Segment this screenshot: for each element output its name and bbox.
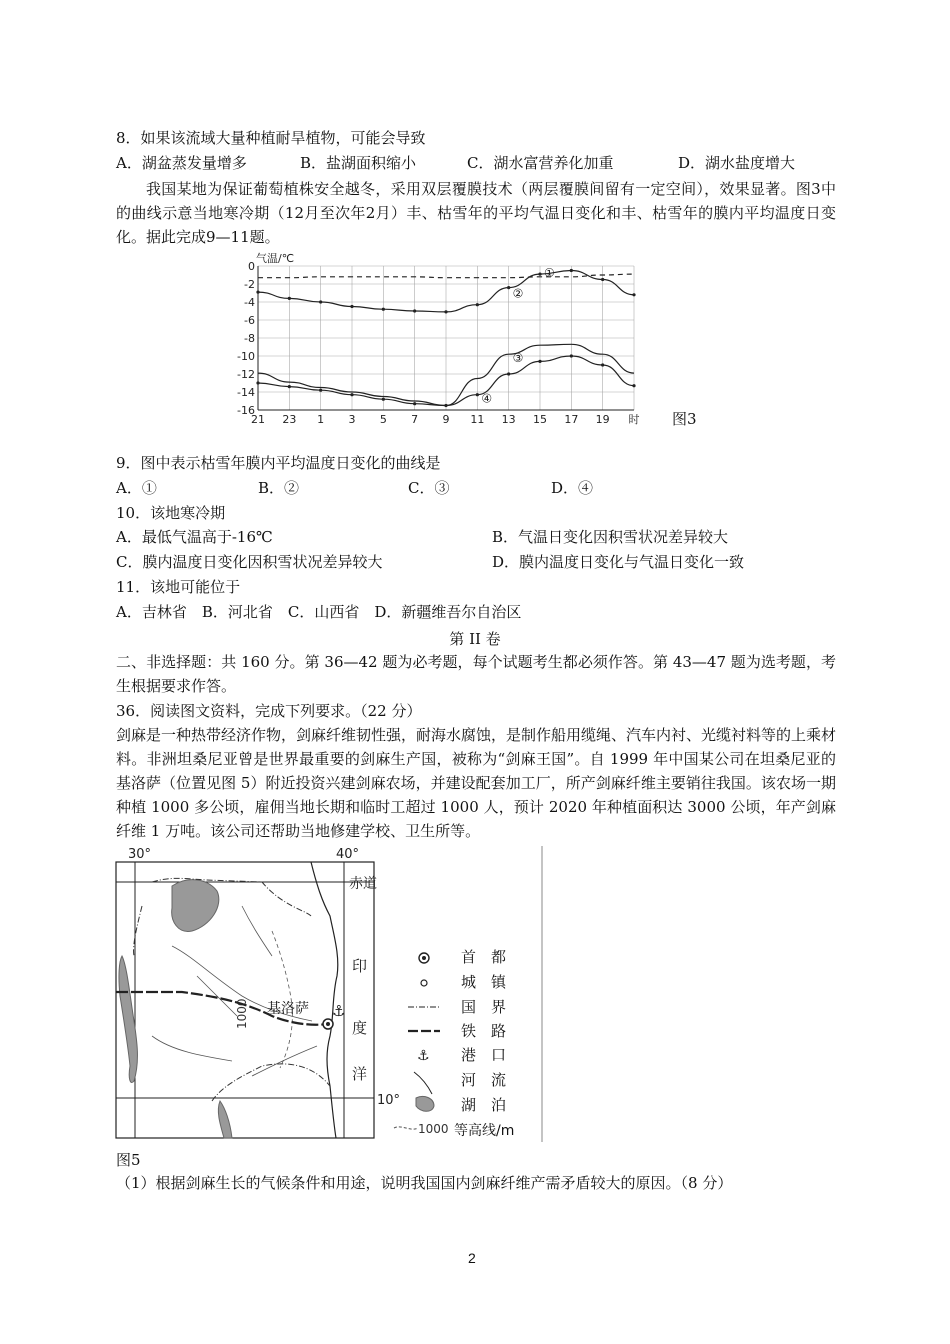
- port-icon: ⚓: [332, 1002, 346, 1020]
- series-point: [632, 293, 635, 296]
- q8-option-a: A．湖盆蒸发量增多: [116, 154, 247, 172]
- series-point: [288, 385, 291, 388]
- series-point: [476, 393, 479, 396]
- contour-label: 1000: [235, 998, 249, 1029]
- q8-option-b: B．盐湖面积缩小: [300, 154, 417, 172]
- q9-stem: 9．图中表示枯雪年膜内平均温度日变化的曲线是: [116, 454, 441, 472]
- series-point: [570, 354, 573, 357]
- series-point: [507, 286, 510, 289]
- ocean-label-2: 度: [352, 1019, 368, 1037]
- x-tick-label: 21: [251, 413, 265, 426]
- lake-malawi: [218, 1101, 232, 1138]
- series-point: [256, 291, 259, 294]
- q10-option-d: D．膜内温度日变化与气温日变化一致: [492, 553, 745, 571]
- series-point: [538, 360, 541, 363]
- y-tick-label: -2: [244, 278, 255, 291]
- series-point: [444, 404, 447, 407]
- equator-label: 赤道: [349, 876, 377, 892]
- figure5-caption: 图5: [116, 1151, 141, 1169]
- series-point: [350, 305, 353, 308]
- series-point: [413, 309, 416, 312]
- coastline: [311, 862, 338, 1138]
- series-point: [507, 372, 510, 375]
- y-tick-label: -8: [244, 332, 255, 345]
- y-tick-label: -4: [244, 296, 255, 309]
- border-line: [134, 878, 330, 1101]
- series-point: [570, 269, 573, 272]
- series-label-2: ②: [512, 286, 524, 301]
- x-tick-label: 19: [595, 413, 610, 426]
- page-number: 2: [468, 1250, 476, 1266]
- x-tick-label: 23: [282, 413, 297, 426]
- q36-material: 剑麻是一种热带经济作物，剑麻纤维韧性强，耐海水腐蚀，是制作船用缆绳、汽车内衬、光缆衬料等的上乘材料。非洲坦桑尼亚曾是世界最重要的剑麻生产国，被称为“剑麻王国”。自 1999 年中国某公司在坦桑尼亚的基洛萨（位置见图 5）附近投资兴建剑麻农场，并建设配套加工厂，所产剑麻纤维主要销往我国。该农场一期种植 1000 多公顷，雇佣当地长期和临时工超过 1000 人，预计 2020 年种植面积达 3000 公顷，年产剑麻纤维 1 万吨。该公司还帮助当地修建学校、卫生所等。: [116, 726, 837, 840]
- y-tick-label: -16: [237, 404, 255, 417]
- legend-label-port: 港 口: [461, 1046, 507, 1064]
- series-point: [413, 402, 416, 405]
- y-tick-label: -10: [237, 350, 255, 363]
- legend-contour-value: 1000: [418, 1122, 449, 1136]
- legend-town-icon: [421, 980, 427, 986]
- q8-option-c: C．湖水富营养化加重: [467, 154, 614, 172]
- series-point: [288, 297, 291, 300]
- series-point: [319, 389, 322, 392]
- q9-option-c: C．③: [408, 479, 450, 497]
- figure3-chart: [230, 250, 650, 426]
- legend-contour-icon: [394, 1127, 418, 1129]
- series-point: [538, 273, 541, 276]
- series-label-4: ④: [481, 391, 493, 406]
- lat10-label: 10°: [377, 1093, 401, 1108]
- legend-label-river: 河 流: [461, 1071, 507, 1089]
- figure3-caption: 图3: [672, 410, 697, 428]
- x-tick-label: 11: [470, 413, 485, 426]
- part2-intro: 二、非选择题：共 160 分。第 36—42 题为必考题，每个试题考生都必须作答。第 43—47 题为选考题，考生根据要求作答。: [116, 653, 836, 695]
- series-label-3: ③: [512, 351, 524, 366]
- map-legend: [394, 948, 514, 1139]
- q10-option-c: C．膜内温度日变化因积雪状况差异较大: [116, 553, 383, 571]
- series-point: [382, 308, 385, 311]
- x-tick-label: 5: [379, 413, 387, 426]
- q36-stem: 36．阅读图文资料，完成下列要求。（22 分）: [116, 702, 422, 720]
- q8-stem: 8．如果该流域大量种植耐旱植物，可能会导致: [116, 129, 426, 147]
- y-axis-label: 气温/℃: [256, 252, 295, 265]
- q10-option-a: A．最低气温高于-16℃: [116, 528, 273, 546]
- legend-river-icon: [414, 1072, 432, 1094]
- series-point: [319, 300, 322, 303]
- ocean-label-3: 洋: [352, 1065, 368, 1083]
- q9-option-d: D．④: [551, 479, 594, 497]
- x-tick-label: 3: [348, 413, 356, 426]
- q11-options: A．吉林省 B．河北省 C．山西省 D．新疆维吾尔自治区: [116, 603, 522, 621]
- legend-label-contour: 等高线/m: [454, 1123, 515, 1139]
- y-tick-label: -6: [244, 314, 255, 327]
- section-title: 第 II 卷: [449, 630, 501, 648]
- legend-label-capital: 首 都: [461, 948, 507, 966]
- q10-stem: 10．该地寒冷期: [116, 504, 226, 522]
- x-axis-label: 时: [628, 413, 640, 426]
- series-point: [256, 381, 259, 384]
- lon30-label: 30°: [128, 847, 152, 862]
- series-point: [444, 310, 447, 313]
- series-point: [382, 398, 385, 401]
- ocean-label-1: 印: [352, 957, 368, 975]
- series-point: [601, 278, 604, 281]
- q10-option-b: B．气温日变化因积雪状况差异较大: [492, 528, 729, 546]
- x-tick-label: 9: [442, 413, 450, 426]
- lon40-label: 40°: [336, 847, 360, 862]
- lake-victoria: [172, 880, 219, 932]
- series-point: [632, 384, 635, 387]
- chart-grid: [258, 266, 634, 410]
- q11-stem: 11．该地可能位于: [116, 578, 241, 596]
- legend-label-lake: 湖 泊: [461, 1096, 507, 1114]
- legend-label-town: 城 镇: [461, 973, 507, 991]
- y-tick-label: -12: [237, 368, 255, 381]
- legend-label-railway: 铁 路: [461, 1022, 507, 1040]
- x-tick-label: 15: [533, 413, 547, 426]
- legend-lake-icon: [416, 1096, 434, 1111]
- q9-option-b: B．②: [258, 479, 300, 497]
- x-tick-label: 1: [317, 413, 325, 426]
- series-point: [476, 303, 479, 306]
- series-point: [350, 393, 353, 396]
- contour-line: [272, 931, 292, 1068]
- city-label: 基洛萨: [267, 1001, 309, 1017]
- x-tick-label: 7: [411, 413, 419, 426]
- series-label-1: ①: [544, 265, 555, 280]
- x-tick-label: 13: [501, 413, 516, 426]
- q8-option-d: D．湖水盐度增大: [678, 154, 796, 172]
- q36-sub1: （1）根据剑麻生长的气候条件和用途，说明我国国内剑麻纤维产需矛盾较大的原因。（8 分）: [116, 1174, 733, 1192]
- series-point: [601, 363, 604, 366]
- x-tick-label: 17: [564, 413, 579, 426]
- y-tick-label: 0: [248, 260, 255, 273]
- intro-9-11: 我国某地为保证葡萄植株安全越冬，采用双层覆膜技术（两层覆膜间留有一定空间），效果显著。图3中的曲线示意当地寒冷期（12月至次年2月）丰、枯雪年的平均气温日变化和丰、枯雪年的膜内平均温度日变化。据此完成9—11题。: [116, 180, 836, 246]
- legend-label-border: 国 界: [461, 998, 507, 1016]
- legend-port-icon: ⚓: [417, 1048, 430, 1064]
- y-tick-label: -14: [237, 386, 255, 399]
- q9-option-a: A．①: [116, 479, 157, 497]
- figure5-map: [112, 846, 544, 1142]
